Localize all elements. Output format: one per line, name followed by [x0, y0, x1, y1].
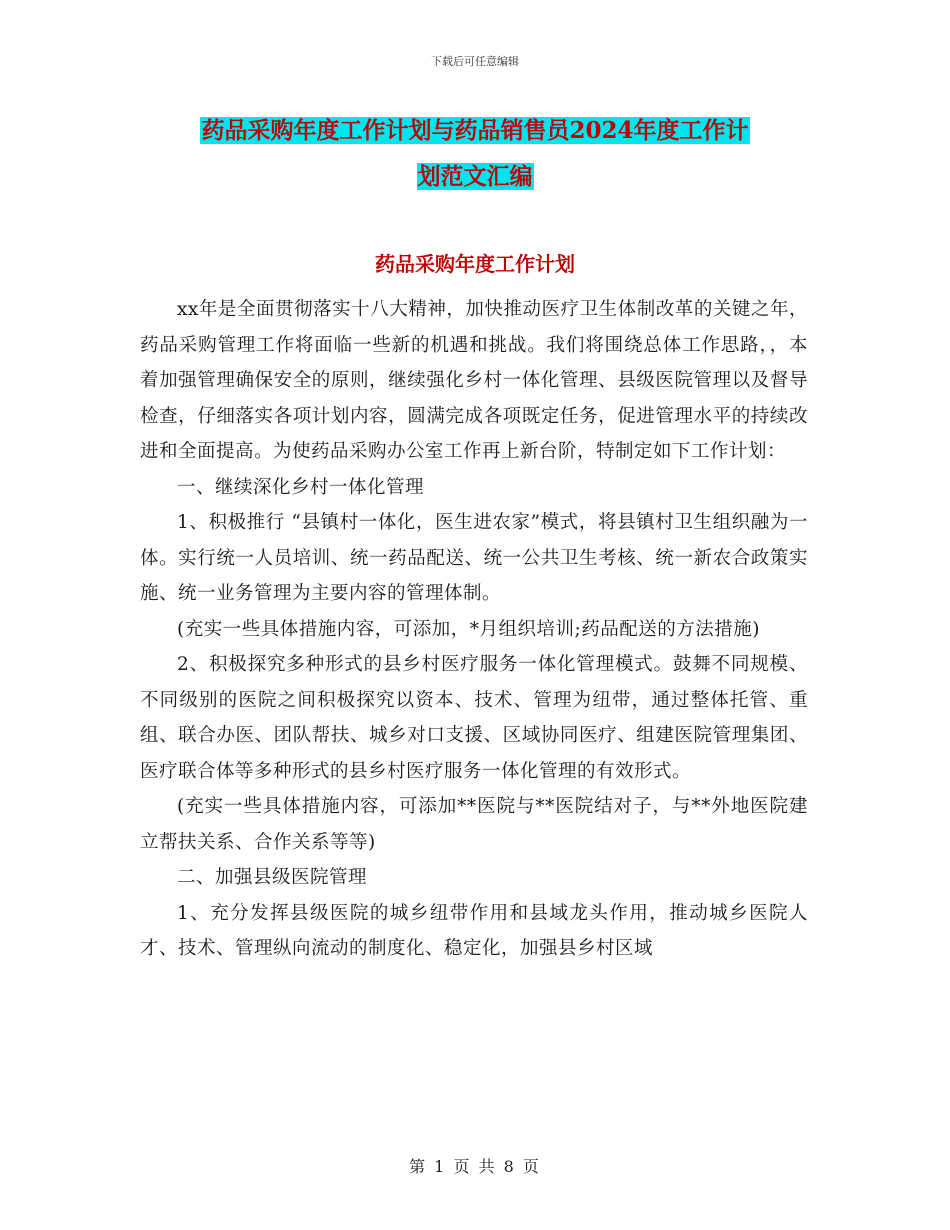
- paragraph-1-2: 2、积极探究多种形式的县乡村医疗服务一体化管理模式。鼓舞不同规模、不同级别的医院之间积极探究以资本、技术、管理为纽带，通过整体托管、重组、联合办医、团队帮扶、城乡对口支援、区域协同医疗、组建医院管理集团、医疗联合体等多种形式的县乡村医疗服务一体化管理的有效形式。: [140, 654, 808, 782]
- page-number: 第 1 页 共 8 页: [409, 1157, 541, 1176]
- page-header-note: 下载后可任意编辑: [431, 55, 519, 68]
- title-line-2: 划范文汇编: [417, 163, 533, 190]
- paragraph-intro: xx年是全面贯彻落实十八大精神，加快推动医疗卫生体制改革的关键之年，药品采购管理工作将面临一些新的机遇和挑战。我们将围绕总体工作思路，，本着加强管理确保安全的原则，继续强化乡村一体化管理、县级医院管理以及督导检查，仔细落实各项计划内容，圆满完成各项既定任务，促进管理水平的持续改进和全面提高。为使药品采购办公室工作再上新台阶，特制定如下工作计划：: [140, 299, 808, 462]
- subheading-2: 二、加强县级医院管理: [177, 867, 368, 888]
- section-title: 药品采购年度工作计划: [375, 252, 575, 276]
- document-title: [140, 108, 810, 200]
- document-body: [140, 292, 808, 967]
- title-line-1: 药品采购年度工作计划与药品销售员2024年度工作计: [201, 117, 749, 144]
- paragraph-2-1: 1、充分发挥县级医院的城乡纽带作用和县域龙头作用，推动城乡医院人才、技术、管理纵向流动的制度化、稳定化，加强县乡村区域: [140, 902, 808, 959]
- paragraph-1-1: 1、积极推行 “县镇村一体化，医生进农家”模式，将县镇村卫生组织融为一体。实行统一人员培训、统一药品配送、统一公共卫生考核、统一新农合政策实施、统一业务管理为主要内容的管理体制。: [140, 512, 808, 604]
- subheading-1: 一、继续深化乡村一体化管理: [177, 476, 425, 498]
- paragraph-note-1: (充实一些具体措施内容，可添加，*月组织培训;药品配送的方法措施): [177, 618, 760, 640]
- paragraph-note-2: (充实一些具体措施内容，可添加**医院与**医院结对子，与**外地医院建立帮扶关系、合作关系等等): [140, 796, 808, 853]
